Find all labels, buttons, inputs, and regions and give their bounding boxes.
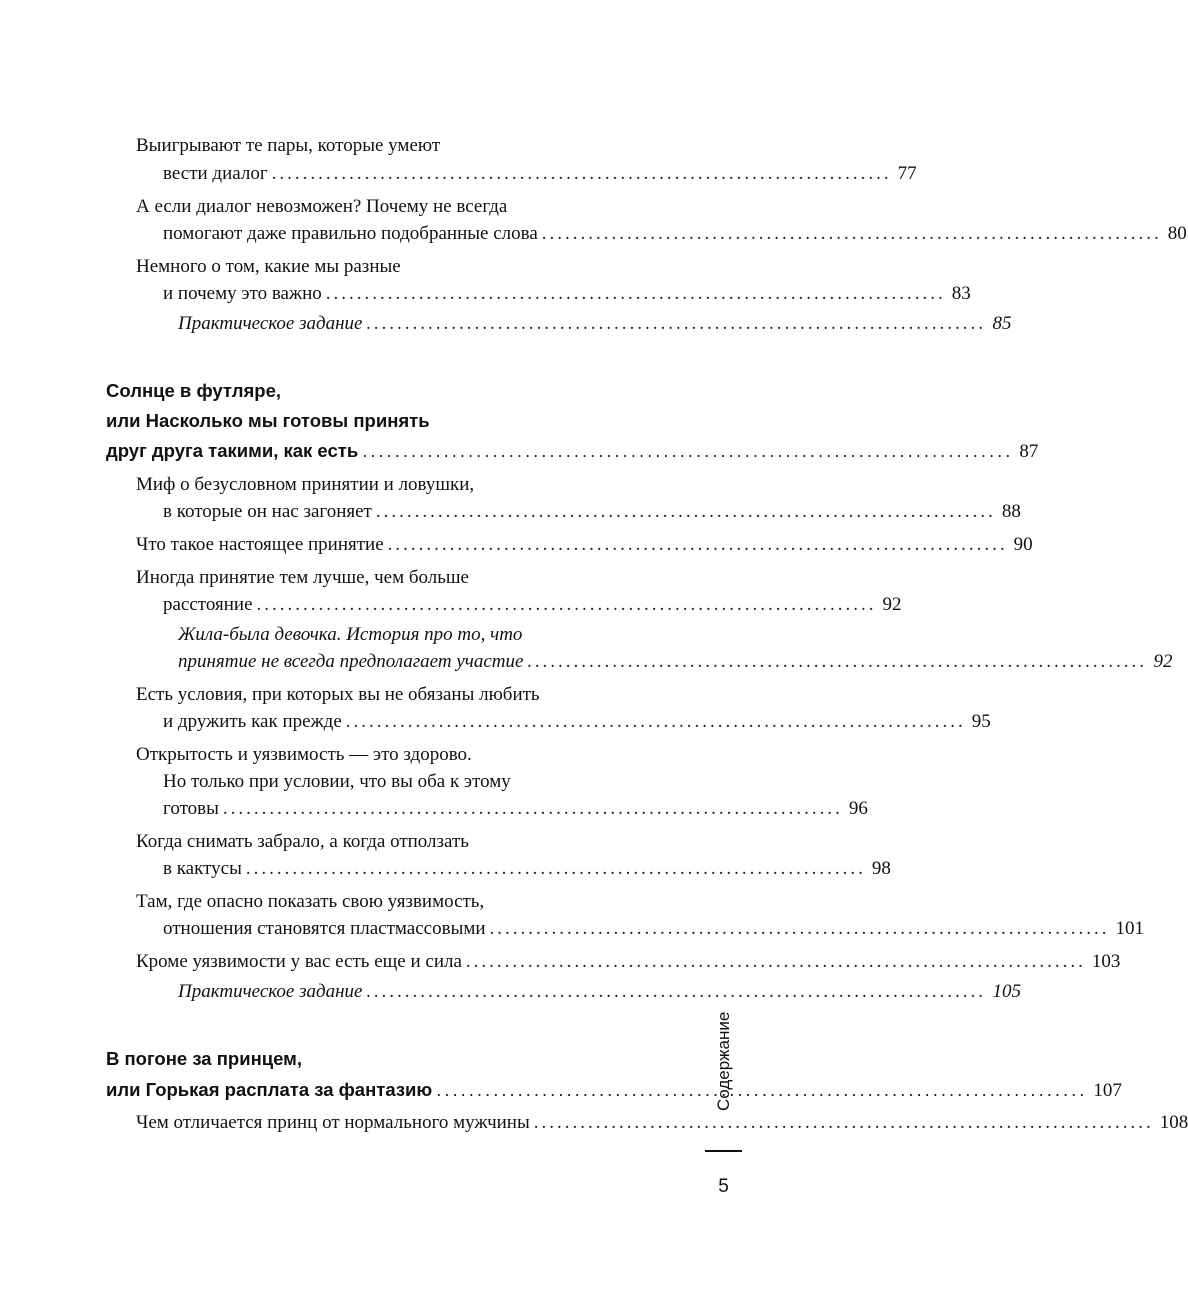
page-number: 88 — [1001, 501, 1021, 522]
toc-entry-line: в которые он нас загоняет — [163, 501, 372, 522]
dot-leader: ................................................................................ — [465, 951, 1086, 972]
page-number: 83 — [951, 283, 971, 304]
toc-entry-leader-line — [163, 279, 971, 309]
dot-leader: ................................................................................ — [541, 223, 1162, 244]
toc-entry-line: Миф о безусловном принятии и ловушки, — [136, 474, 475, 495]
toc-entry-line: Открытость и уязвимость — это здорово. — [136, 744, 472, 765]
chapter-title — [106, 376, 281, 406]
toc-entry-text — [136, 192, 507, 222]
toc-entry-line: принятие не всегда предполагает участие — [178, 651, 524, 672]
toc-entry-leader-line — [163, 159, 917, 189]
page-number: 107 — [1093, 1080, 1122, 1101]
page-number: 92 — [882, 594, 902, 615]
chapter-title-line: Солнце в футляре, — [106, 380, 281, 401]
toc-entry-leader-line — [136, 530, 1033, 560]
toc-entry-text — [136, 131, 440, 161]
page-number: 96 — [848, 798, 868, 819]
page-number: 90 — [1013, 534, 1033, 555]
running-head: Содержание — [714, 1011, 733, 1111]
toc-entry-line: помогают даже правильно подобранные слова — [163, 223, 538, 244]
toc-entry-line: Что такое настоящее принятие — [136, 534, 384, 555]
toc-entry-text — [136, 252, 401, 282]
toc-entry-line: и почему это важно — [163, 283, 322, 304]
dot-leader: ................................................................................ — [271, 163, 892, 184]
toc-entry-line: Чем отличается принц от нормального мужчины — [136, 1112, 530, 1133]
toc-entry-line: в кактусы — [163, 858, 242, 879]
dot-leader: ................................................................................ — [345, 711, 966, 732]
toc-entry-text — [136, 470, 474, 500]
toc-entry-leader-line — [163, 497, 1021, 527]
toc-entry-line: Практическое задание — [178, 313, 363, 334]
toc-entry-leader-line — [163, 219, 1187, 249]
chapter-leader-line — [106, 1075, 1122, 1105]
toc-entry-leader-line — [178, 647, 1173, 677]
toc-entry-line: Жила-была девочка. История про то, что — [178, 624, 523, 645]
dot-leader: ................................................................................ — [436, 1079, 1088, 1100]
page-folio: 5 — [718, 1176, 729, 1197]
toc-entry-line: Когда снимать забрало, а когда отползать — [136, 831, 469, 852]
dot-leader: ................................................................................ — [375, 501, 996, 522]
toc-entry-leader-line — [178, 309, 1012, 339]
toc-entry-line: отношения становятся пластмассовыми — [163, 918, 486, 939]
page-number: 101 — [1115, 918, 1145, 939]
dot-leader: ................................................................................ — [387, 534, 1008, 555]
toc-entry-text — [136, 887, 484, 917]
toc-entry-line: Выигрывают те пары, которые умеют — [136, 135, 441, 156]
dot-leader: ................................................................................ — [256, 594, 877, 615]
page-number: 98 — [871, 858, 891, 879]
toc-entry-leader-line — [163, 707, 991, 737]
toc-entry-leader-line — [136, 1108, 1188, 1138]
folio-rule — [705, 1150, 742, 1152]
page-number: 92 — [1153, 651, 1173, 672]
toc-entry-line: Немного о том, какие мы разные — [136, 256, 401, 277]
toc-entry-leader-line — [163, 914, 1145, 944]
page-number: 108 — [1159, 1112, 1188, 1133]
toc-entry-line: Там, где опасно показать свою уязвимость, — [136, 891, 485, 912]
toc-entry-text — [136, 680, 540, 710]
toc-entry-text — [136, 740, 472, 770]
toc-entry-leader-line — [163, 590, 902, 620]
chapter-title — [106, 406, 430, 436]
page-number: 103 — [1091, 951, 1121, 972]
toc-entry-line: вести диалог — [163, 163, 268, 184]
page-number: 105 — [992, 981, 1021, 1002]
chapter-title-line: В погоне за принцем, — [106, 1048, 302, 1069]
page-number: 87 — [1019, 441, 1039, 462]
chapter-title-line: друг друга такими, как есть — [106, 440, 359, 461]
dot-leader: ................................................................................ — [489, 918, 1110, 939]
toc-entry-leader-line — [163, 794, 868, 824]
toc-entry-leader-line — [163, 854, 891, 884]
toc-entry-line: Кроме уязвимости у вас есть еще и сила — [136, 951, 462, 972]
chapter-title — [106, 1044, 302, 1074]
page-number: 95 — [971, 711, 991, 732]
toc-entry-line: А если диалог невозможен? Почему не всегда — [136, 196, 508, 217]
toc-entry-line: расстояние — [163, 594, 253, 615]
toc-entry-leader-line — [136, 947, 1121, 977]
page-number: 85 — [992, 313, 1012, 334]
dot-leader: ................................................................................ — [366, 981, 987, 1002]
chapter-title-line: или Горькая расплата за фантазию — [106, 1079, 433, 1100]
dot-leader: ................................................................................ — [527, 651, 1148, 672]
toc-entry-text — [163, 767, 511, 797]
page-number: 80 — [1167, 223, 1187, 244]
toc-entry-line: Практическое задание — [178, 981, 363, 1002]
toc-entry-line: Есть условия, при которых вы не обязаны любить — [136, 684, 540, 705]
toc-entry-leader-line — [178, 977, 1021, 1007]
toc-entry-text — [136, 563, 469, 593]
toc-entry-line: готовы — [163, 798, 219, 819]
dot-leader: ................................................................................ — [362, 440, 1014, 461]
toc-entry-text — [178, 620, 522, 650]
dot-leader: ................................................................................ — [325, 283, 946, 304]
toc-entry-line: и дружить как прежде — [163, 711, 342, 732]
dot-leader: ................................................................................ — [533, 1112, 1154, 1133]
dot-leader: ................................................................................ — [245, 858, 866, 879]
dot-leader: ................................................................................ — [366, 313, 987, 334]
page-number: 77 — [897, 163, 917, 184]
toc-entry-line: Иногда принятие тем лучше, чем больше — [136, 567, 469, 588]
toc-entry-text — [136, 827, 469, 857]
chapter-title-line: или Насколько мы готовы принять — [106, 410, 430, 431]
dot-leader: ................................................................................ — [222, 798, 843, 819]
toc-entry-line: Но только при условии, что вы оба к этому — [163, 771, 511, 792]
chapter-leader-line — [106, 436, 1039, 466]
